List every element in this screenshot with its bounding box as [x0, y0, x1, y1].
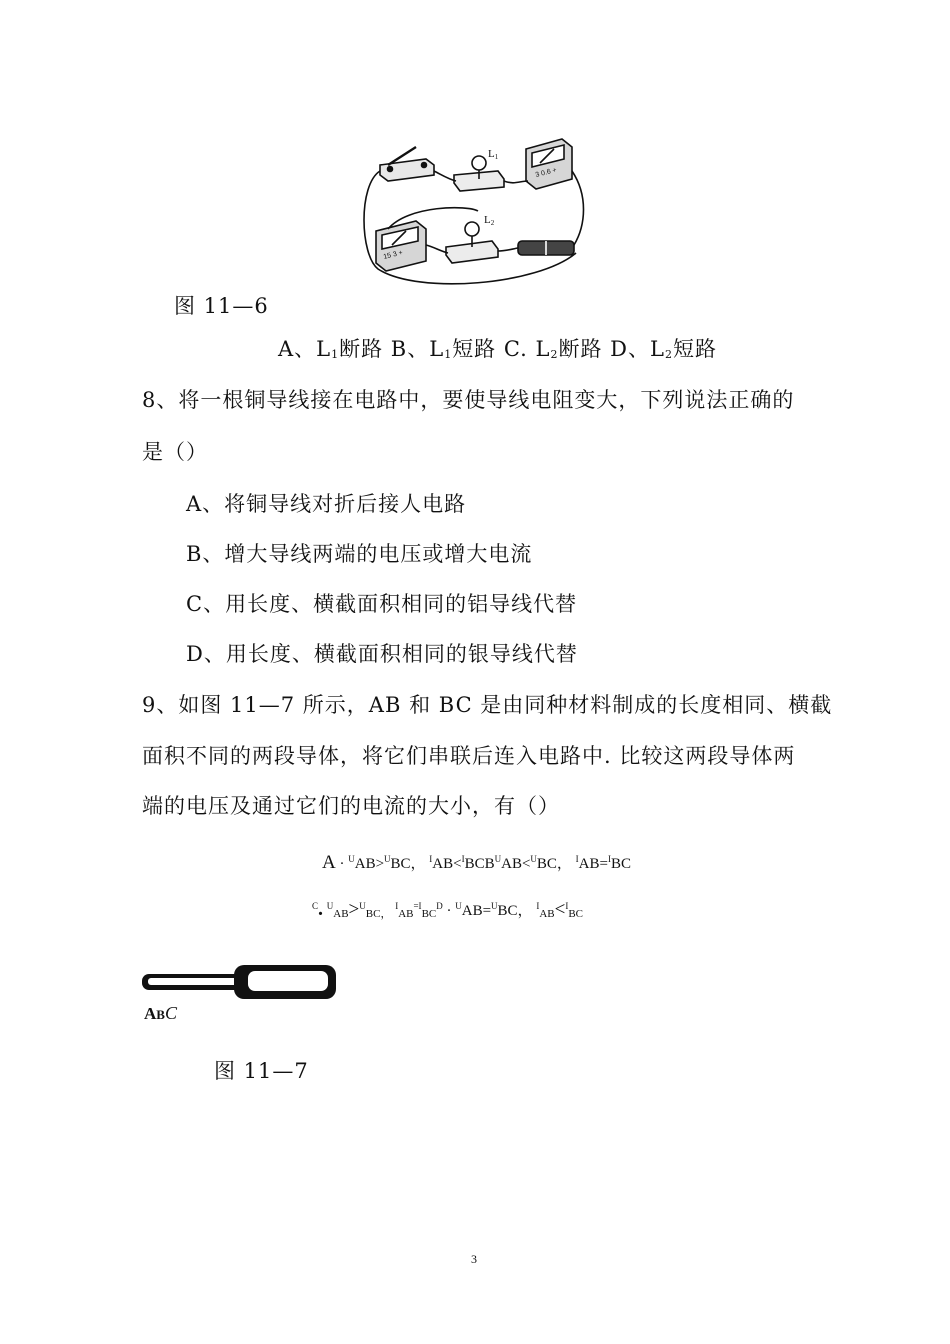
q9-options-line-2 — [312, 898, 583, 921]
q7-c-sub: 2 — [550, 348, 559, 361]
q9-l1-ab3: AB< — [501, 856, 531, 872]
q9-l1-i1: I — [429, 854, 433, 864]
label-c: C — [164, 1003, 177, 1023]
figure-11-6-caption: 图 11—6 — [174, 294, 269, 318]
q9-l1-ab4: AB= — [578, 856, 608, 872]
q7-a-prefix: A、L — [278, 337, 332, 361]
circuit-figure-11-6 — [358, 135, 590, 287]
q9-l1-u2: U — [384, 854, 391, 864]
q9-options-line-1 — [322, 852, 631, 874]
q9-l2-u4: U — [491, 901, 498, 911]
lamp-l2-label: L — [484, 214, 491, 226]
q9-l2-i1: I — [395, 901, 399, 911]
q9-l1-ab1: AB> — [354, 856, 385, 872]
q9-l2-ab2: AB — [398, 908, 414, 920]
q9-stem-line-2: 面积不同的两段导体，将它们串联后连入电路中. 比较这两段导体两 — [142, 744, 796, 768]
q9-stem-line-1: 9、如图 11—7 所示，AB 和 BC 是由同种材料制成的长度相同、横截 — [142, 693, 833, 717]
conductor-figure-11-7 — [140, 962, 340, 1006]
q8-option-b: B、增大导线两端的电压或增大电流 — [186, 542, 533, 566]
q9-opt-a: A — [322, 852, 336, 873]
q7-b-text: 短路 C. L — [452, 337, 551, 361]
q7-d-text: 短路 — [672, 337, 717, 361]
lamp-l2-sub: 2 — [490, 219, 495, 227]
q9-l2-bc3: BC， — [497, 903, 533, 919]
q9-opt-d: D — [436, 901, 443, 911]
q9-l2-gt: > — [348, 899, 360, 920]
q9-l1-i4: I — [607, 854, 611, 864]
q7-b-sub: 1 — [444, 348, 453, 361]
q9-l1-u3: U — [494, 854, 502, 864]
q8-option-a: A、将铜导线对折后接人电路 — [186, 492, 467, 516]
ammeter-terminals: 3 0.6 + — [534, 166, 558, 179]
q7-d-sub: 2 — [664, 348, 673, 361]
q9-l1-bc3: BC — [610, 856, 631, 872]
q9-l1-i3: I — [575, 854, 579, 864]
q9-l2-bc1: BC， — [365, 908, 392, 920]
page-number: 3 — [471, 1252, 477, 1266]
q9-l2-bc2: BC — [421, 908, 437, 920]
q9-l2-u1: U — [326, 901, 334, 911]
q9-l1-bcb: BCB — [464, 856, 495, 872]
q9-l2-i2: I — [536, 901, 540, 911]
q9-opt-a-dot: · — [339, 856, 345, 872]
q7-options — [278, 333, 717, 363]
q9-l2-ab4: AB — [539, 908, 555, 920]
svg-text:L2 — [484, 214, 495, 227]
svg-text:L1 — [488, 148, 499, 161]
lamp-l1-sub: 1 — [494, 153, 499, 161]
q9-stem-line-3: 端的电压及通过它们的电流的大小，有（） — [142, 794, 560, 818]
q9-opt-c-dot: . — [318, 898, 324, 920]
q9-l2-u2: U — [359, 901, 366, 911]
q9-l2-u3: U — [455, 901, 462, 911]
q9-l2-bc4: BC — [568, 908, 583, 920]
q9-l2-eq: =I — [413, 901, 422, 911]
figure-11-7-labels — [144, 1003, 177, 1024]
q9-l1-bc1: BC， — [390, 856, 426, 872]
q8-stem-line-1: 8、将一根铜导线接在电路中，要使导线电阻变大，下列说法正确的 — [142, 388, 795, 412]
q8-stem-line-2: 是（） — [142, 440, 208, 464]
voltmeter-terminals: 15 3 + — [382, 249, 404, 261]
q9-l1-u1: U — [348, 854, 355, 864]
q9-l2-i3: I — [565, 901, 569, 911]
q9-l2-ab3: AB= — [461, 903, 492, 919]
q9-opt-c: C — [312, 901, 319, 911]
q7-a-sub: 1 — [331, 348, 340, 361]
lamp-l1-label: L — [488, 148, 495, 160]
q9-l2-lt: < — [554, 899, 566, 920]
label-a: A — [144, 1004, 157, 1023]
q9-l2-ab1: AB — [333, 908, 349, 920]
q7-c-text: 断路 D、L — [558, 337, 665, 361]
q9-l1-bc2: BC， — [536, 856, 572, 872]
q9-opt-d-dot: · — [446, 903, 452, 919]
q7-a-text: 断路 B、L — [339, 337, 445, 361]
q8-option-d: D、用长度、横截面积相同的银导线代替 — [186, 642, 578, 666]
q9-l1-i2: I — [461, 854, 465, 864]
figure-11-7-caption: 图 11—7 — [214, 1059, 309, 1083]
q8-option-c: C、用长度、横截面积相同的铝导线代替 — [186, 592, 578, 616]
q9-l1-u4: U — [530, 854, 537, 864]
q9-l1-ab2: AB< — [432, 856, 462, 872]
label-b: B — [156, 1007, 165, 1022]
